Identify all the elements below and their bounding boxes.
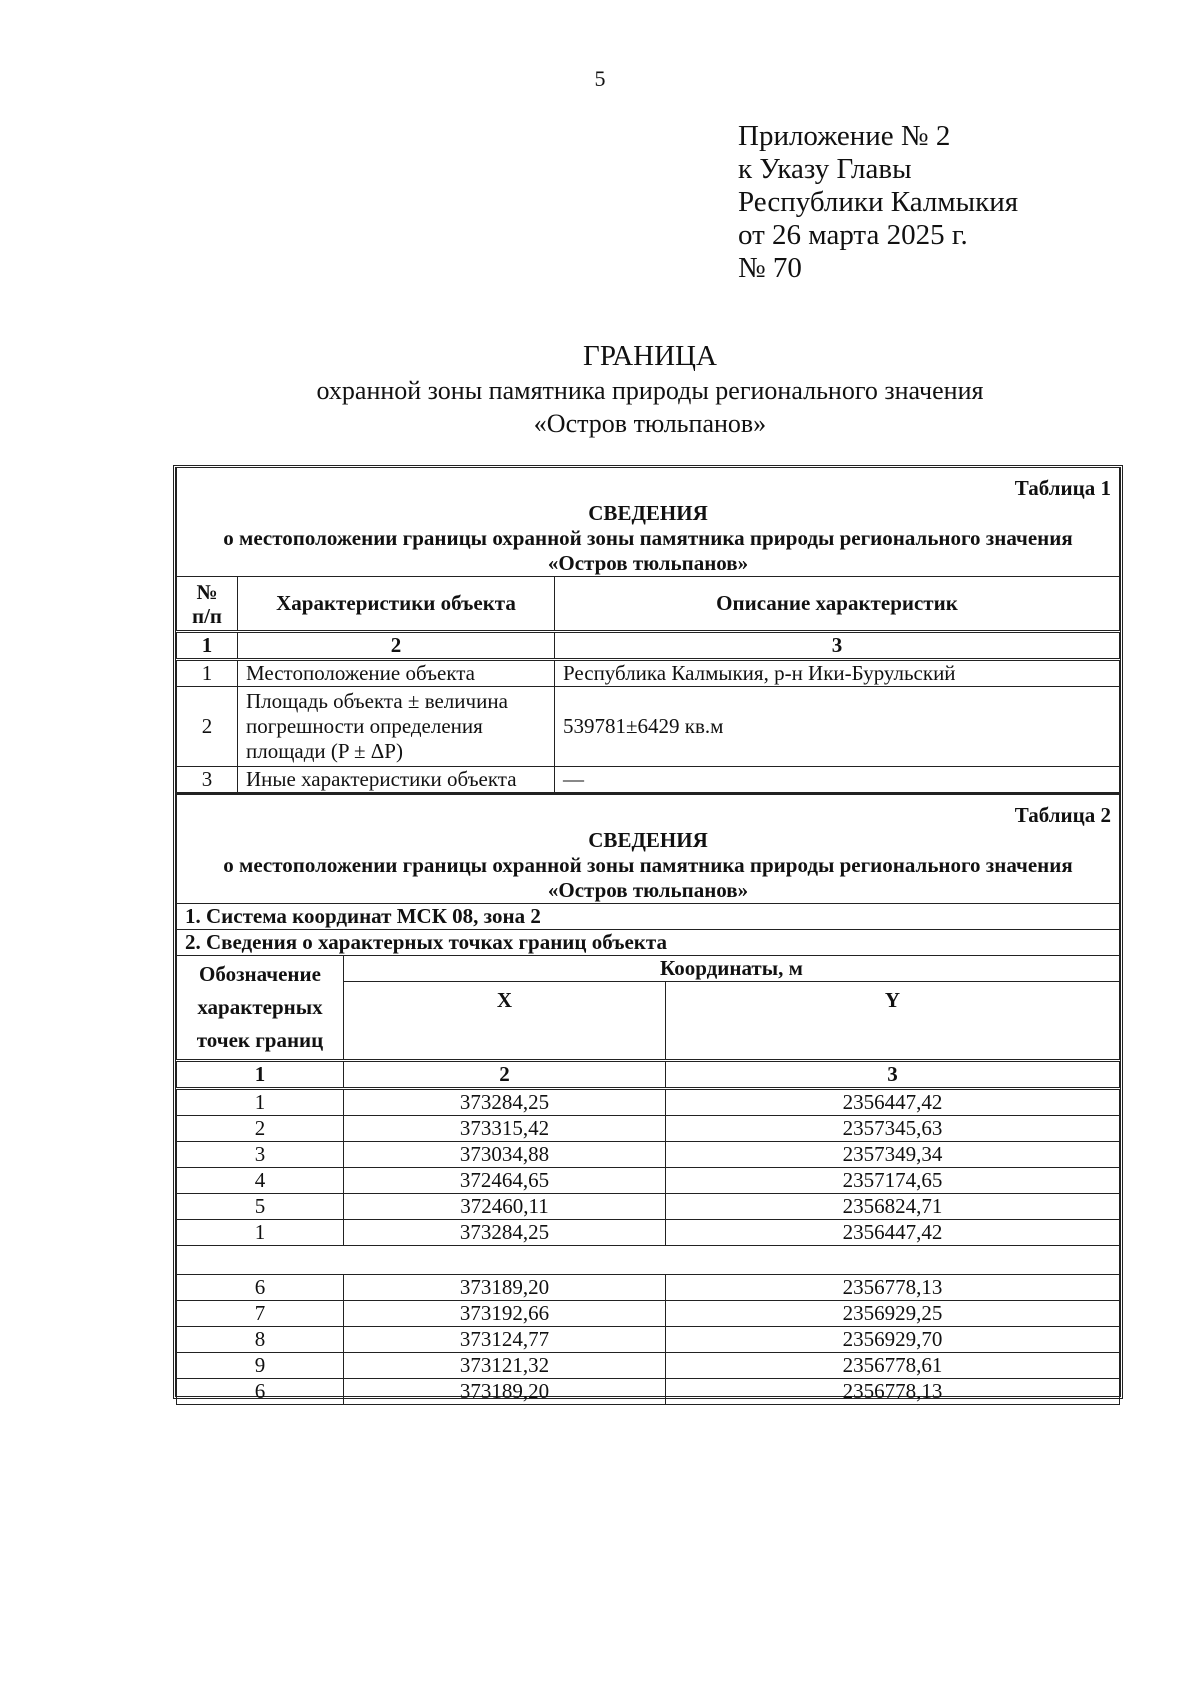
row-number: 3 — [177, 767, 238, 793]
coordinate-y: 2356447,42 — [666, 1220, 1120, 1246]
coordinate-y: 2356447,42 — [666, 1089, 1120, 1116]
table-2-title: СВЕДЕНИЯ — [588, 828, 708, 852]
table-row — [177, 660, 1120, 687]
point-label: 1 — [177, 1089, 344, 1116]
index-cell: 3 — [555, 632, 1120, 660]
point-label: 5 — [177, 1194, 344, 1220]
coordinate-x: 373124,77 — [344, 1327, 666, 1353]
coordinate-system: 1. Система координат МСК 08, зона 2 — [177, 904, 1120, 930]
point-label: 3 — [177, 1142, 344, 1168]
table-row — [177, 767, 1120, 793]
table-row — [177, 1327, 1120, 1353]
page-number: 5 — [594, 66, 606, 91]
table-1-label: Таблица 1 — [1014, 476, 1111, 500]
index-cell: 1 — [177, 1061, 344, 1089]
table-row — [177, 1353, 1120, 1379]
table-row — [177, 1116, 1120, 1142]
table-2-caption — [177, 794, 1120, 904]
coordinate-y: 2356778,61 — [666, 1353, 1120, 1379]
point-label: 6 — [177, 1379, 344, 1405]
column-header-coordinates: Координаты, м — [344, 956, 1120, 982]
table-row — [177, 1194, 1120, 1220]
appendix-line: № 70 — [738, 252, 802, 284]
table-2-label: Таблица 2 — [1014, 803, 1111, 827]
contour-2 — [177, 1275, 1120, 1405]
appendix-line: от 26 марта 2025 г. — [738, 219, 968, 251]
contour-separator — [177, 1246, 1120, 1275]
appendix-line: Приложение № 2 — [738, 120, 951, 152]
document-subtitle: охранной зоны памятника природы регионального значения — [316, 376, 984, 405]
table-row — [177, 1089, 1120, 1116]
point-label: 9 — [177, 1353, 344, 1379]
column-header-number: № п/п — [177, 577, 238, 632]
point-label: 6 — [177, 1275, 344, 1301]
row-description: — — [555, 767, 1120, 793]
tables-frame — [173, 465, 1123, 1403]
appendix-line: к Указу Главы — [738, 153, 912, 185]
table-row — [177, 1275, 1120, 1301]
coordinate-x: 373315,42 — [344, 1116, 666, 1142]
coordinate-y: 2356929,70 — [666, 1327, 1120, 1353]
appendix-block — [738, 120, 1018, 285]
contour-1 — [177, 1089, 1120, 1246]
row-characteristic: Иные характеристики объекта — [238, 767, 555, 793]
point-label: 4 — [177, 1168, 344, 1194]
coordinate-x: 373284,25 — [344, 1089, 666, 1116]
row-characteristic: Площадь объекта ± величина погрешности определения площади (P ± ΔP) — [238, 687, 555, 767]
column-header-description: Описание характеристик — [555, 577, 1120, 632]
coordinate-x: 373189,20 — [344, 1275, 666, 1301]
table-1 — [176, 468, 1120, 793]
table-2 — [176, 793, 1120, 1405]
document-title: ГРАНИЦА — [583, 340, 717, 372]
table-row — [177, 1220, 1120, 1246]
coordinate-x: 372464,65 — [344, 1168, 666, 1194]
coordinate-x: 372460,11 — [344, 1194, 666, 1220]
coordinate-y: 2357349,34 — [666, 1142, 1120, 1168]
table-row — [177, 1301, 1120, 1327]
point-label: 7 — [177, 1301, 344, 1327]
table-1-title: СВЕДЕНИЯ — [588, 501, 708, 525]
point-label: 1 — [177, 1220, 344, 1246]
appendix-line: Республики Калмыкия — [738, 186, 1019, 218]
row-description: 539781±6429 кв.м — [555, 687, 1120, 767]
row-number: 1 — [177, 660, 238, 687]
column-header-y: Y — [666, 982, 1120, 1061]
index-cell: 2 — [238, 632, 555, 660]
row-characteristic: Местоположение объекта — [238, 660, 555, 687]
coordinate-x: 373284,25 — [344, 1220, 666, 1246]
separator-cell — [177, 1246, 1120, 1275]
coordinate-y: 2357345,63 — [666, 1116, 1120, 1142]
document-subtitle-name: «Остров тюльпанов» — [533, 409, 767, 438]
table-2-subtitle: о местоположении границы охранной зоны памятника природы регионального значения — [223, 853, 1073, 877]
table-row — [177, 1168, 1120, 1194]
table-1-caption — [177, 468, 1120, 577]
index-cell: 3 — [666, 1061, 1120, 1089]
table-row — [177, 1379, 1120, 1405]
point-label: 8 — [177, 1327, 344, 1353]
row-number: 2 — [177, 687, 238, 767]
coordinate-x: 373121,32 — [344, 1353, 666, 1379]
coordinate-x: 373192,66 — [344, 1301, 666, 1327]
coordinate-y: 2356824,71 — [666, 1194, 1120, 1220]
coordinate-y: 2357174,65 — [666, 1168, 1120, 1194]
table-1-subtitle-name: «Остров тюльпанов» — [547, 551, 749, 575]
column-header-x: X — [344, 982, 666, 1061]
table-1-subtitle: о местоположении границы охранной зоны памятника природы регионального значения — [223, 526, 1073, 550]
table-row — [177, 687, 1120, 767]
document-heading — [0, 338, 1200, 440]
coordinate-y: 2356929,25 — [666, 1301, 1120, 1327]
coordinate-x: 373189,20 — [344, 1379, 666, 1405]
table-row — [177, 1142, 1120, 1168]
index-cell: 1 — [177, 632, 238, 660]
coordinate-x: 373034,88 — [344, 1142, 666, 1168]
coordinate-y: 2356778,13 — [666, 1379, 1120, 1405]
column-header-point: Обозначение характерных точек границ — [177, 956, 344, 1061]
table-2-subtitle-name: «Остров тюльпанов» — [547, 878, 749, 902]
point-label: 2 — [177, 1116, 344, 1142]
points-section-header: 2. Сведения о характерных точках границ объекта — [177, 930, 1120, 956]
row-description: Республика Калмыкия, р-н Ики-Бурульский — [555, 660, 1120, 687]
column-header-characteristics: Характеристики объекта — [238, 577, 555, 632]
coordinate-y: 2356778,13 — [666, 1275, 1120, 1301]
index-cell: 2 — [344, 1061, 666, 1089]
